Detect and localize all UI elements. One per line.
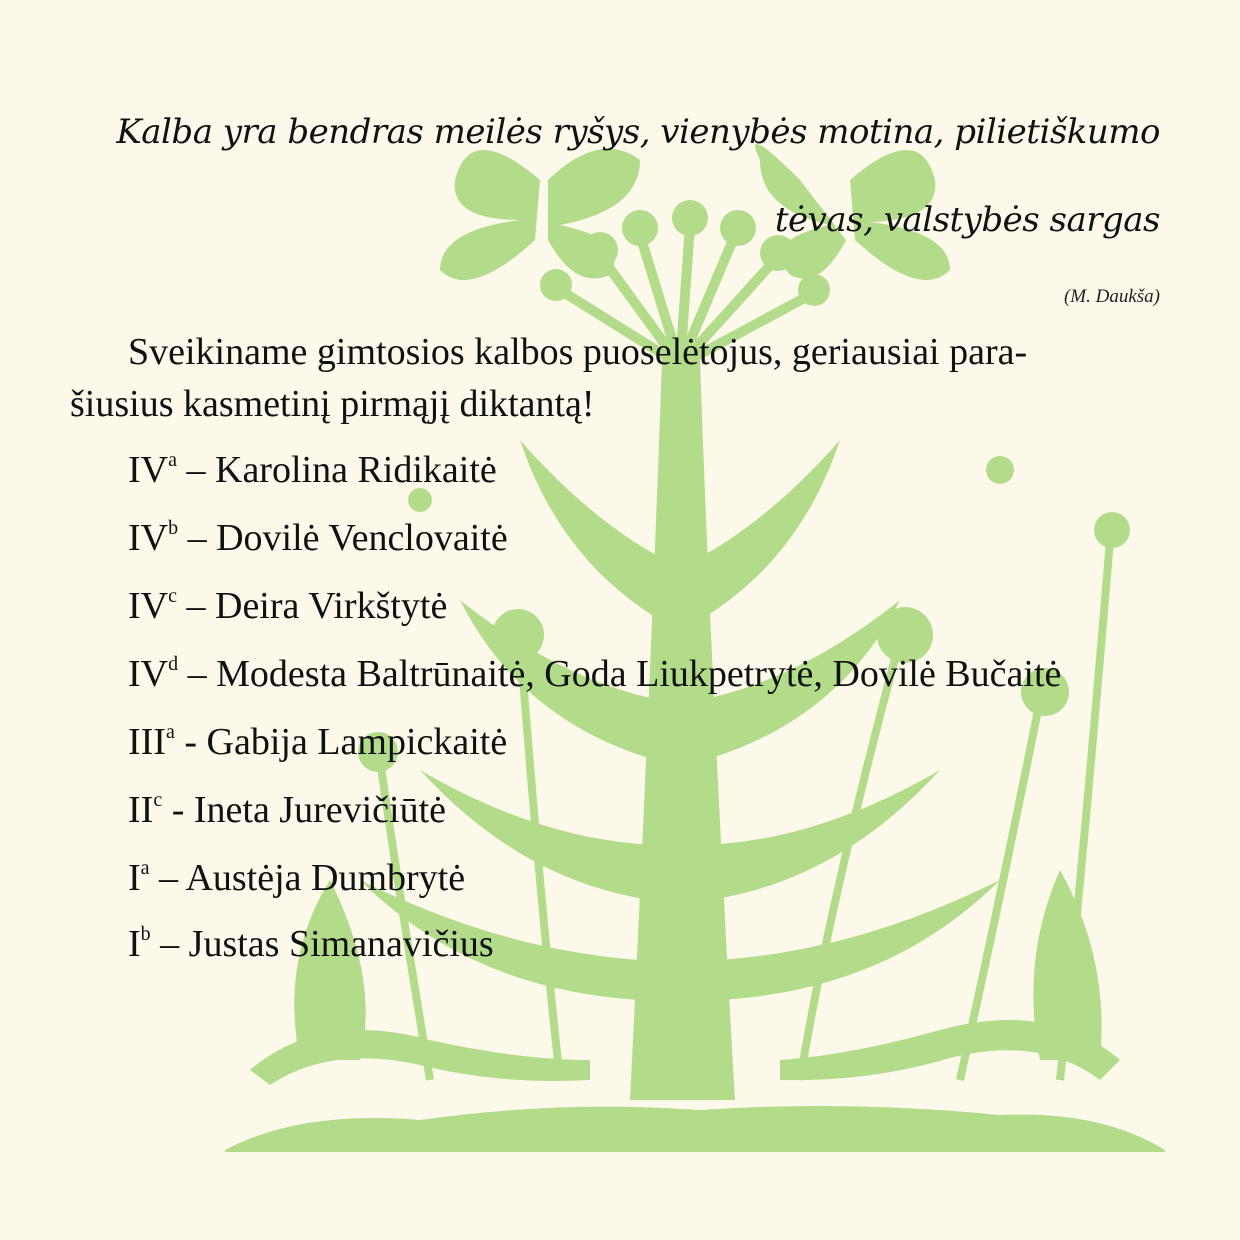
winner-row [128, 448, 497, 492]
winner-row [128, 922, 494, 966]
winner-row [128, 584, 447, 628]
grade-label: I [128, 857, 141, 899]
separator: – [187, 517, 207, 559]
winner-names: Deira Virkštytė [215, 585, 448, 627]
class-letter: d [168, 653, 179, 675]
winner-row [128, 516, 508, 560]
winner-row [128, 720, 507, 764]
separator: – [186, 585, 206, 627]
winner-row [128, 788, 446, 832]
grade-label: I [128, 923, 141, 965]
grade-label: III [128, 721, 166, 763]
winner-names: Austėja Dumbrytė [185, 857, 466, 899]
winner-names: Modesta Baltrūnaitė, Goda Liukpetrytė, Dovilė Bučaitė [216, 653, 1062, 695]
intro-line-2: šiusius kasmetinį pirmąjį diktantą! [70, 383, 595, 425]
class-letter: a [165, 721, 175, 743]
class-letter: c [153, 789, 163, 811]
class-letter: c [168, 585, 177, 607]
winner-row [128, 856, 465, 900]
winner-names: Ineta Jurevičiūtė [193, 789, 447, 831]
quote-author: (M. Daukša) [1063, 286, 1160, 307]
class-letter: a [140, 857, 150, 879]
separator: – [160, 923, 180, 965]
separator: - [184, 721, 198, 763]
winner-row [128, 652, 1061, 696]
class-letter: a [168, 449, 177, 471]
winner-names: Dovilė Venclovaitė [216, 517, 508, 559]
winner-names: Gabija Lampickaitė [206, 721, 508, 763]
intro-line-1: Sveikiname gimtosios kalbos puoselėtojus, geriausiai para- [128, 331, 1028, 373]
grade-label: IV [128, 653, 169, 695]
separator: – [187, 653, 207, 695]
separator: - [171, 789, 185, 831]
quote-line-1: Kalba yra bendras meilės ryšys, vienybės motina, pilietiškumo [116, 112, 1160, 152]
grade-label: IV [128, 517, 169, 559]
winner-names: Justas Simanavičius [188, 923, 494, 965]
grade-label: IV [128, 449, 169, 491]
grade-label: II [128, 789, 154, 831]
separator: – [159, 857, 179, 899]
class-letter: b [168, 517, 179, 539]
class-letter: b [140, 923, 151, 945]
separator: – [186, 449, 206, 491]
quote-line-2: tėvas, valstybės sargas [774, 200, 1160, 240]
grade-label: IV [128, 585, 169, 627]
winner-names: Karolina Ridikaitė [215, 449, 497, 491]
